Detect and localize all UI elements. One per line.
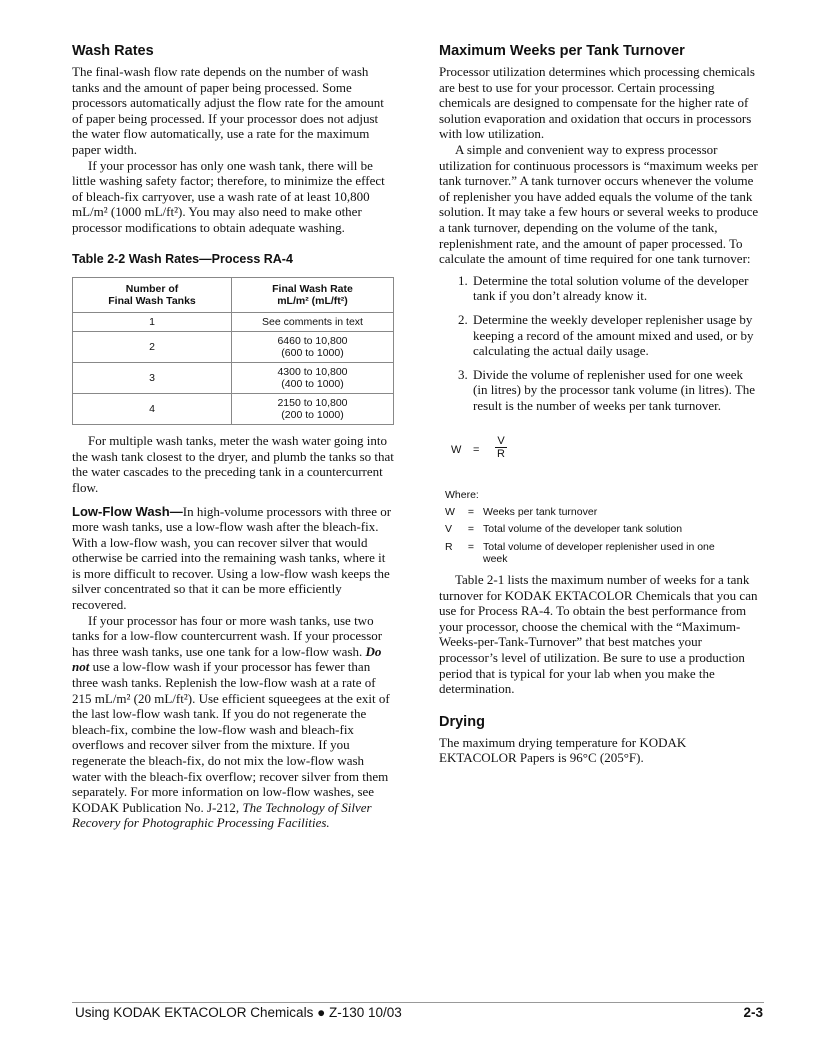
formula-denominator: R — [497, 448, 505, 461]
table-row — [73, 363, 394, 394]
rate-cell: 2150 to 10,800 (200 to 1000) — [232, 394, 394, 425]
wash-rates-paragraph-2: If your processor has only one wash tank, there will be little washing safety factor; therefore, to minimize the effect of bleach-fix carryover, use a wash rate of at least 10,800 mL/m² (1000 mL/ft²). You may also need to make other processor modifications to obtain adequate washing. — [72, 157, 385, 235]
footer-title: Using KODAK EKTACOLOR Chemicals — [75, 1005, 314, 1020]
table-header-row — [73, 278, 394, 313]
formula-numerator: V — [495, 435, 507, 448]
rate-cell: 6460 to 10,800 (600 to 1000) — [232, 332, 394, 363]
max-weeks-paragraph-2: A simple and convenient way to express processor utilization for continuous processors is “maximum weeks per tank turnover.” A tank turnover occurs whenever the volume of replenisher you have added equals the volume of the tank solution. It may take a few hours or several weeks to produce a tank turnover, depending on the volume of the tank, replenishment rate, and the amount of paper processed. To calculate the amount of time required for one tank turnover: — [439, 141, 759, 267]
formula-equals: = — [473, 444, 480, 457]
drying-heading: Drying — [439, 713, 485, 730]
wash-rates-heading: Wash Rates — [72, 43, 154, 59]
publication-title: The Technology of Silver Recovery for Photographic Processing Facilities. — [72, 799, 372, 831]
left-column — [72, 42, 394, 831]
definition-row: W = Weeks per tank turnover — [445, 505, 598, 518]
low-flow-paragraph-1: Low-Flow Wash—In high-volume processors with three or more wash tanks, use a low-flow wash after the bleach-fix. With a low-flow wash, you can recover silver that would otherwise be carried into the remaining wash tanks, where it is more difficult to recover. Using a low-flow wash keeps the silver concentrated so that it can be more efficiently recovered. — [72, 503, 392, 613]
page-footer — [75, 1005, 765, 1020]
list-item: 3. Divide the volume of replenisher used for one week (in litres) by the processor tank volume (in litres). The result is the number of weeks per tank turnover. — [471, 367, 759, 414]
table-row — [73, 313, 394, 332]
where-label: Where: — [445, 489, 479, 502]
do-not-emphasis: Do not — [72, 643, 382, 675]
definition-row: V = Total volume of the developer tank solution — [445, 523, 683, 536]
footer-rule — [72, 1002, 764, 1003]
table-reference-paragraph: Table 2-1 lists the maximum number of weeks for a tank turnover for KODAK EKTACOLOR Chemicals that you can use for Process RA-4. To obtain the best performance from your processor, choose the chemical with the “Maximum-Weeks-per-Tank-Turnover” that best matches your processor’s level of utilization. Be sure to use a production period that is typical for your lab when you make the determination. — [439, 571, 758, 697]
column-header-rate: Final Wash Rate mL/m² (mL/ft²) — [232, 278, 394, 313]
multiple-tanks-paragraph: For multiple wash tanks, meter the wash water going into the wash tank closest to the dryer, and plumb the tanks so that the water cascades to the preceding tank in a countercurrent flow. — [72, 433, 394, 495]
wash-rates-table — [72, 277, 394, 425]
rate-cell: See comments in text — [232, 313, 394, 332]
column-header-tanks: Number of Final Wash Tanks — [73, 278, 232, 313]
definitions-list — [445, 506, 759, 566]
table-caption: Table 2-2 Wash Rates—Process RA-4 — [72, 251, 293, 266]
low-flow-paragraph-2: If your processor has four or more wash tanks, use two tanks for a low-flow countercurrent wash. If your processor has three wash tanks, use one tank for a low-flow wash. Do not use a low-flow wash if your processor has fewer than three wash tanks. Replenish the low-flow wash at a rate of 215 mL/m² (20 mL/ft²). Use efficient squeegees at the exit of the last low-flow wash tank. If you do not regenerate the bleach-fix, combine the low-flow wash and bleach-fix overflows and recover silver from the mixture. If you regenerate the bleach-fix, do not mix the low-flow wash water with the bleach-fix overflow; recover silver from them separately. For more information on low-flow washes, see KODAK Publication No. J-212, The Technology of Silver Recovery for Photographic Processing Facilities. — [72, 612, 390, 831]
steps-list — [439, 273, 759, 414]
max-weeks-heading: Maximum Weeks per Tank Turnover — [439, 43, 685, 59]
drying-paragraph: The maximum drying temperature for KODAK EKTACOLOR Papers is 96°C (205°F). — [439, 734, 687, 766]
tanks-cell: 4 — [73, 394, 232, 425]
footer-code: Z-130 10/03 — [329, 1005, 402, 1020]
list-item: 1. Determine the total solution volume of the developer tank if you don’t already know it. — [471, 273, 759, 304]
table-row — [73, 394, 394, 425]
tanks-cell: 3 — [73, 363, 232, 394]
tanks-cell: 1 — [73, 313, 232, 332]
page-number: 2-3 — [743, 1005, 763, 1020]
low-flow-runin: Low-Flow Wash— — [72, 503, 183, 519]
table-row — [73, 332, 394, 363]
formula-lhs: W — [451, 444, 462, 457]
tanks-cell: 2 — [73, 332, 232, 363]
wash-rates-paragraph-1: The final-wash flow rate depends on the number of wash tanks and the amount of paper being processed. Some processors automatically adjust the flow rate for the amount of paper being processed. If your processor does not adjust the water flow automatically, use a rate for the maximum paper width. — [72, 64, 384, 157]
right-column — [439, 42, 759, 766]
turnover-formula — [449, 435, 759, 471]
definition-row: R = Total volume of developer replenisher used in one week — [445, 540, 715, 566]
max-weeks-paragraph-1: Processor utilization determines which processing chemicals are best to use for your processor. Certain processing chemicals are designed to compensate for the higher rate of solution evaporation and oxidation that occurs in processors with low utilization. — [439, 64, 755, 142]
formula-fraction — [495, 435, 507, 461]
list-item: 2. Determine the weekly developer replenisher usage by keeping a record of the amount mixed and used, or by calculating the actual daily usage. — [471, 312, 759, 359]
bullet-icon: ● — [317, 1005, 326, 1020]
rate-cell: 4300 to 10,800 (400 to 1000) — [232, 363, 394, 394]
